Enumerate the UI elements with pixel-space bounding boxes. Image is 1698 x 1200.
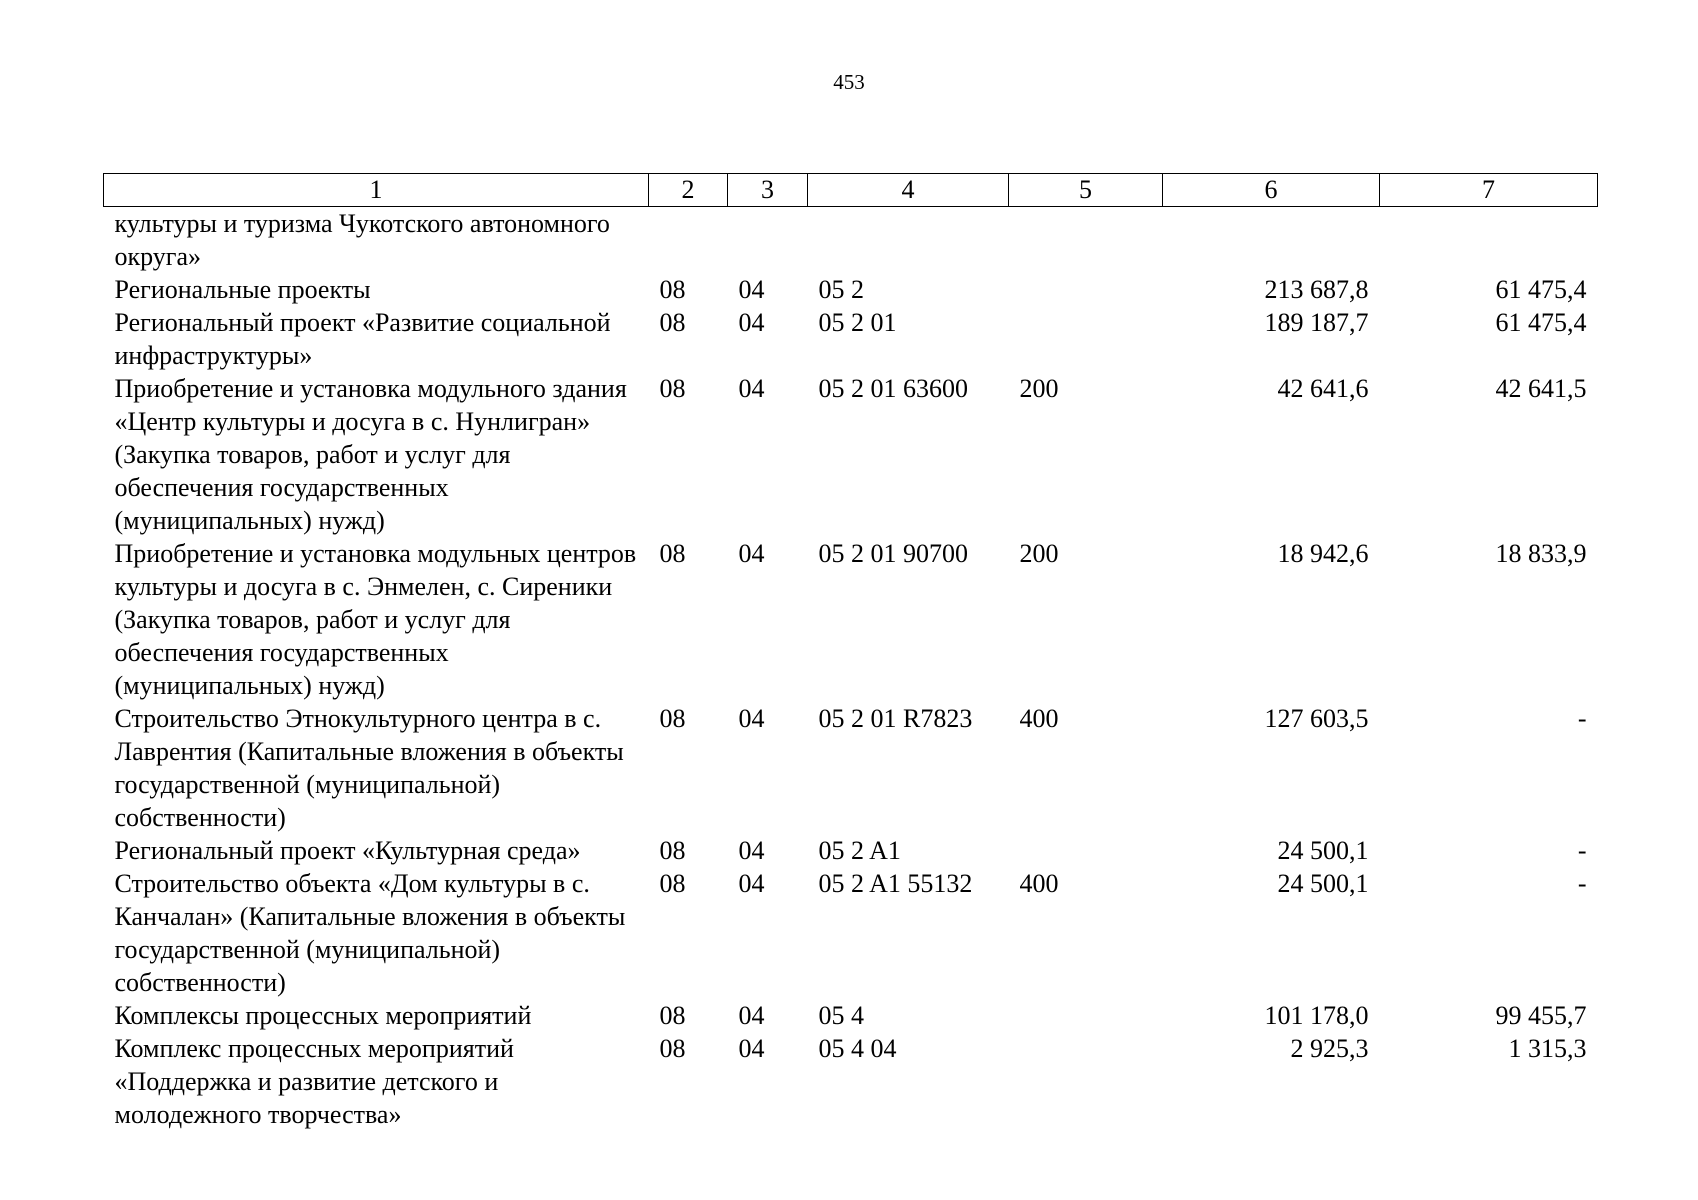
header-row [104,174,1598,207]
header-col-3: 3 [728,174,808,207]
row-csr: 05 2 01 R7823 [818,704,973,733]
page-number: 453 [833,70,865,94]
row-sum-1: 127 603,5 [1264,704,1369,733]
row-name: Комплексы процессных мероприятий [114,1001,532,1030]
row-pr: 04 [738,1001,765,1030]
row-sum-1: 101 178,0 [1264,1001,1369,1030]
row-sum-2 [1380,207,1598,274]
row-vr: 400 [1019,704,1059,733]
row-csr: 05 2 [818,275,864,304]
row-vr [1009,273,1163,306]
row-csr: 05 2 01 90700 [818,539,968,568]
row-sum-1: 42 641,6 [1277,374,1369,403]
row-name: Комплекс процессных мероприятий «Поддержка и развитие детского и молодежного творчества» [114,1034,514,1129]
row-csr: 05 2 01 [818,308,897,337]
row-sum-1: 24 500,1 [1277,869,1369,898]
row-name: Региональные проекты [114,275,371,304]
row-csr: 05 2 01 63600 [818,374,968,403]
budget-table [103,173,1598,1131]
row-rz [649,207,728,274]
row-vr: 400 [1019,869,1059,898]
row-vr: 200 [1019,539,1059,568]
row-sum-2: - [1577,836,1587,865]
table-row [104,207,1598,274]
header-col-1: 1 [104,174,649,207]
row-csr: 05 2 A1 55132 [818,869,973,898]
row-pr: 04 [738,275,765,304]
row-pr: 04 [738,374,765,403]
table-row [104,273,1598,306]
row-name: Строительство объекта «Дом культуры в с. Канчалан» (Капитальные вложения в объекты государственной (муниципальной) собственности) [114,869,626,997]
row-pr [728,207,808,274]
header-col-6: 6 [1163,174,1380,207]
row-name: Региональный проект «Развитие социальной инфраструктуры» [114,308,611,370]
row-csr [808,207,1009,274]
table-row [104,306,1598,372]
table-row [104,999,1598,1032]
header-col-2: 2 [649,174,728,207]
table-row [104,834,1598,867]
row-vr [1009,834,1163,867]
row-sum-2: - [1577,704,1587,733]
row-rz: 08 [659,539,686,568]
row-name: Приобретение и установка модульного здания «Центр культуры и досуга в с. Нунлигран» (Закупка товаров, работ и услуг для обеспечения государственных (муниципальных) нужд) [114,374,627,535]
row-rz: 08 [659,275,686,304]
row-sum-1: 24 500,1 [1277,836,1369,865]
row-sum-2: 18 833,9 [1495,539,1587,568]
row-sum-2: 42 641,5 [1495,374,1587,403]
row-pr: 04 [738,1034,765,1063]
row-sum-1: 189 187,7 [1264,308,1369,337]
row-pr: 04 [738,308,765,337]
row-sum-1: 2 925,3 [1290,1034,1369,1063]
header-col-4: 4 [808,174,1009,207]
row-vr [1009,1032,1163,1131]
table-header [104,174,1598,207]
row-sum-2: - [1577,869,1587,898]
header-col-5: 5 [1009,174,1163,207]
row-sum-2: 1 315,3 [1508,1034,1587,1063]
row-name: Региональный проект «Культурная среда» [114,836,581,865]
row-name: Строительство Этнокультурного центра в с. Лаврентия (Капитальные вложения в объекты государственной (муниципальной) собственности) [114,704,624,832]
row-vr [1009,306,1163,372]
row-rz: 08 [659,1001,686,1030]
row-pr: 04 [738,539,765,568]
row-sum-1: 213 687,8 [1264,275,1369,304]
row-rz: 08 [659,374,686,403]
row-name: Приобретение и установка модульных центров культуры и досуга в с. Энмелен, с. Сиреники (Закупка товаров, работ и услуг для обеспечения государственных (муниципальных) нужд) [114,539,637,700]
row-pr: 04 [738,836,765,865]
row-pr: 04 [738,704,765,733]
row-vr [1009,207,1163,274]
row-pr: 04 [738,869,765,898]
row-rz: 08 [659,836,686,865]
table-row [104,702,1598,834]
table-body [104,207,1598,1132]
row-csr: 05 2 A1 [818,836,901,865]
row-vr: 200 [1019,374,1059,403]
row-vr [1009,999,1163,1032]
row-csr: 05 4 04 [818,1034,897,1063]
row-name: культуры и туризма Чукотского автономного округа» [114,209,610,271]
row-rz: 08 [659,1034,686,1063]
row-sum-1 [1163,207,1380,274]
row-sum-2: 61 475,4 [1495,308,1587,337]
table-row [104,867,1598,999]
table-row [104,1032,1598,1131]
row-csr: 05 4 [818,1001,864,1030]
row-rz: 08 [659,704,686,733]
header-col-7: 7 [1380,174,1598,207]
row-sum-2: 61 475,4 [1495,275,1587,304]
row-sum-1: 18 942,6 [1277,539,1369,568]
row-rz: 08 [659,869,686,898]
table-row [104,537,1598,702]
row-rz: 08 [659,308,686,337]
table-row [104,372,1598,537]
row-sum-2: 99 455,7 [1495,1001,1587,1030]
